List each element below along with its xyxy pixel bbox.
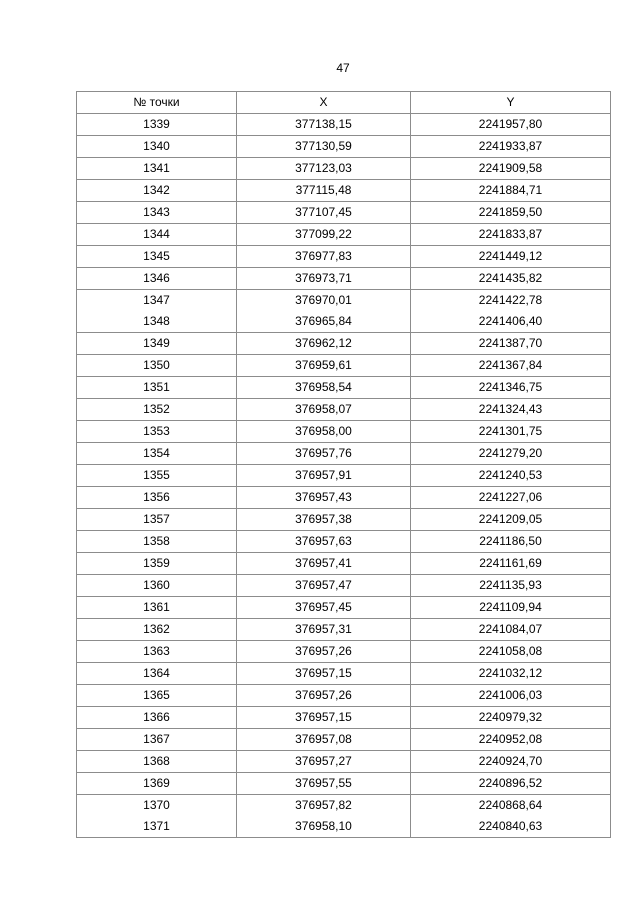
- cell-point-number: 1366: [77, 707, 237, 729]
- cell-point-number: 1351: [77, 377, 237, 399]
- cell-y: 2241058,08: [411, 641, 611, 663]
- table-row: [77, 443, 611, 465]
- cell-x: 376957,82: [237, 795, 411, 817]
- table-row: [77, 158, 611, 180]
- coordinates-table: [76, 91, 611, 838]
- cell-point-number: 1342: [77, 180, 237, 202]
- cell-y: 2240924,70: [411, 751, 611, 773]
- cell-y: 2240868,64: [411, 795, 611, 817]
- cell-y: 2241435,82: [411, 268, 611, 290]
- cell-point-number: 1355: [77, 465, 237, 487]
- table-row: [77, 641, 611, 663]
- cell-point-number: 1367: [77, 729, 237, 751]
- cell-x: 376957,31: [237, 619, 411, 641]
- cell-point-number: 1365: [77, 685, 237, 707]
- cell-x: 376957,47: [237, 575, 411, 597]
- table-row: [77, 729, 611, 751]
- cell-y: 2241109,94: [411, 597, 611, 619]
- cell-x: 377107,45: [237, 202, 411, 224]
- cell-x: 376973,71: [237, 268, 411, 290]
- cell-y: 2241032,12: [411, 663, 611, 685]
- cell-y: 2241449,12: [411, 246, 611, 268]
- cell-point-number: 1353: [77, 421, 237, 443]
- cell-y: 2241884,71: [411, 180, 611, 202]
- header-x: X: [237, 92, 411, 114]
- cell-y: 2241006,03: [411, 685, 611, 707]
- cell-point-number: 1343: [77, 202, 237, 224]
- cell-x: 377123,03: [237, 158, 411, 180]
- cell-x: 376958,07: [237, 399, 411, 421]
- table-row: [77, 399, 611, 421]
- table-row: [77, 619, 611, 641]
- header-y: Y: [411, 92, 611, 114]
- cell-point-number: 1371: [77, 816, 237, 838]
- cell-y: 2240896,52: [411, 773, 611, 795]
- cell-point-number: 1350: [77, 355, 237, 377]
- cell-y: 2240952,08: [411, 729, 611, 751]
- cell-x: 376958,10: [237, 816, 411, 838]
- cell-x: 376957,43: [237, 487, 411, 509]
- cell-x: 376957,41: [237, 553, 411, 575]
- cell-point-number: 1361: [77, 597, 237, 619]
- cell-y: 2241301,75: [411, 421, 611, 443]
- cell-x: 376959,61: [237, 355, 411, 377]
- cell-point-number: 1340: [77, 136, 237, 158]
- cell-y: 2241324,43: [411, 399, 611, 421]
- cell-x: 376957,55: [237, 773, 411, 795]
- cell-y: 2241859,50: [411, 202, 611, 224]
- cell-x: 376957,26: [237, 641, 411, 663]
- table-row: [77, 685, 611, 707]
- cell-x: 376957,45: [237, 597, 411, 619]
- table-row: [77, 773, 611, 795]
- page-number: 47: [336, 61, 350, 75]
- cell-point-number: 1369: [77, 773, 237, 795]
- cell-x: 376958,54: [237, 377, 411, 399]
- cell-point-number: 1360: [77, 575, 237, 597]
- table-row: [77, 290, 611, 312]
- cell-x: 376962,12: [237, 333, 411, 355]
- cell-y: 2240979,32: [411, 707, 611, 729]
- cell-point-number: 1352: [77, 399, 237, 421]
- table-row: [77, 816, 611, 838]
- cell-point-number: 1363: [77, 641, 237, 663]
- table-row: [77, 531, 611, 553]
- table-row: [77, 268, 611, 290]
- cell-x: 376970,01: [237, 290, 411, 312]
- cell-x: 376957,15: [237, 663, 411, 685]
- cell-x: 376965,84: [237, 311, 411, 333]
- cell-x: 376957,38: [237, 509, 411, 531]
- table-row: [77, 553, 611, 575]
- cell-y: 2241406,40: [411, 311, 611, 333]
- cell-y: 2241084,07: [411, 619, 611, 641]
- cell-x: 376957,15: [237, 707, 411, 729]
- table-row: [77, 377, 611, 399]
- cell-x: 376958,00: [237, 421, 411, 443]
- table-row: [77, 575, 611, 597]
- table-row: [77, 311, 611, 333]
- cell-x: 376957,91: [237, 465, 411, 487]
- cell-x: 377130,59: [237, 136, 411, 158]
- table-row: [77, 751, 611, 773]
- cell-point-number: 1370: [77, 795, 237, 817]
- header-point-number: № точки: [77, 92, 237, 114]
- cell-y: 2241186,50: [411, 531, 611, 553]
- cell-y: 2241422,78: [411, 290, 611, 312]
- cell-x: 376957,27: [237, 751, 411, 773]
- table-row: [77, 465, 611, 487]
- cell-y: 2241161,69: [411, 553, 611, 575]
- table-row: [77, 355, 611, 377]
- table-row: [77, 421, 611, 443]
- cell-y: 2241227,06: [411, 487, 611, 509]
- table-row: [77, 246, 611, 268]
- table-row: [77, 202, 611, 224]
- cell-y: 2241135,93: [411, 575, 611, 597]
- cell-point-number: 1344: [77, 224, 237, 246]
- cell-point-number: 1347: [77, 290, 237, 312]
- table-row: [77, 487, 611, 509]
- cell-x: 377138,15: [237, 114, 411, 136]
- cell-point-number: 1348: [77, 311, 237, 333]
- cell-y: 2241957,80: [411, 114, 611, 136]
- cell-point-number: 1362: [77, 619, 237, 641]
- cell-y: 2241387,70: [411, 333, 611, 355]
- cell-point-number: 1346: [77, 268, 237, 290]
- cell-y: 2240840,63: [411, 816, 611, 838]
- table-row: [77, 795, 611, 817]
- cell-x: 376957,76: [237, 443, 411, 465]
- cell-point-number: 1358: [77, 531, 237, 553]
- cell-y: 2241833,87: [411, 224, 611, 246]
- table-row: [77, 224, 611, 246]
- table-row: [77, 663, 611, 685]
- cell-x: 376957,08: [237, 729, 411, 751]
- cell-y: 2241279,20: [411, 443, 611, 465]
- cell-y: 2241909,58: [411, 158, 611, 180]
- table-body: [77, 114, 611, 838]
- table-row: [77, 136, 611, 158]
- cell-x: 376957,63: [237, 531, 411, 553]
- cell-x: 377099,22: [237, 224, 411, 246]
- cell-point-number: 1357: [77, 509, 237, 531]
- cell-point-number: 1345: [77, 246, 237, 268]
- cell-x: 376957,26: [237, 685, 411, 707]
- cell-point-number: 1364: [77, 663, 237, 685]
- cell-y: 2241240,53: [411, 465, 611, 487]
- cell-x: 376977,83: [237, 246, 411, 268]
- cell-y: 2241209,05: [411, 509, 611, 531]
- table-row: [77, 114, 611, 136]
- table-row: [77, 707, 611, 729]
- table-row: [77, 597, 611, 619]
- table-header-row: [77, 92, 611, 114]
- table-row: [77, 333, 611, 355]
- cell-point-number: 1339: [77, 114, 237, 136]
- table-row: [77, 509, 611, 531]
- cell-y: 2241933,87: [411, 136, 611, 158]
- cell-y: 2241367,84: [411, 355, 611, 377]
- cell-x: 377115,48: [237, 180, 411, 202]
- cell-point-number: 1341: [77, 158, 237, 180]
- cell-point-number: 1359: [77, 553, 237, 575]
- cell-y: 2241346,75: [411, 377, 611, 399]
- cell-point-number: 1354: [77, 443, 237, 465]
- table-row: [77, 180, 611, 202]
- cell-point-number: 1368: [77, 751, 237, 773]
- cell-point-number: 1349: [77, 333, 237, 355]
- cell-point-number: 1356: [77, 487, 237, 509]
